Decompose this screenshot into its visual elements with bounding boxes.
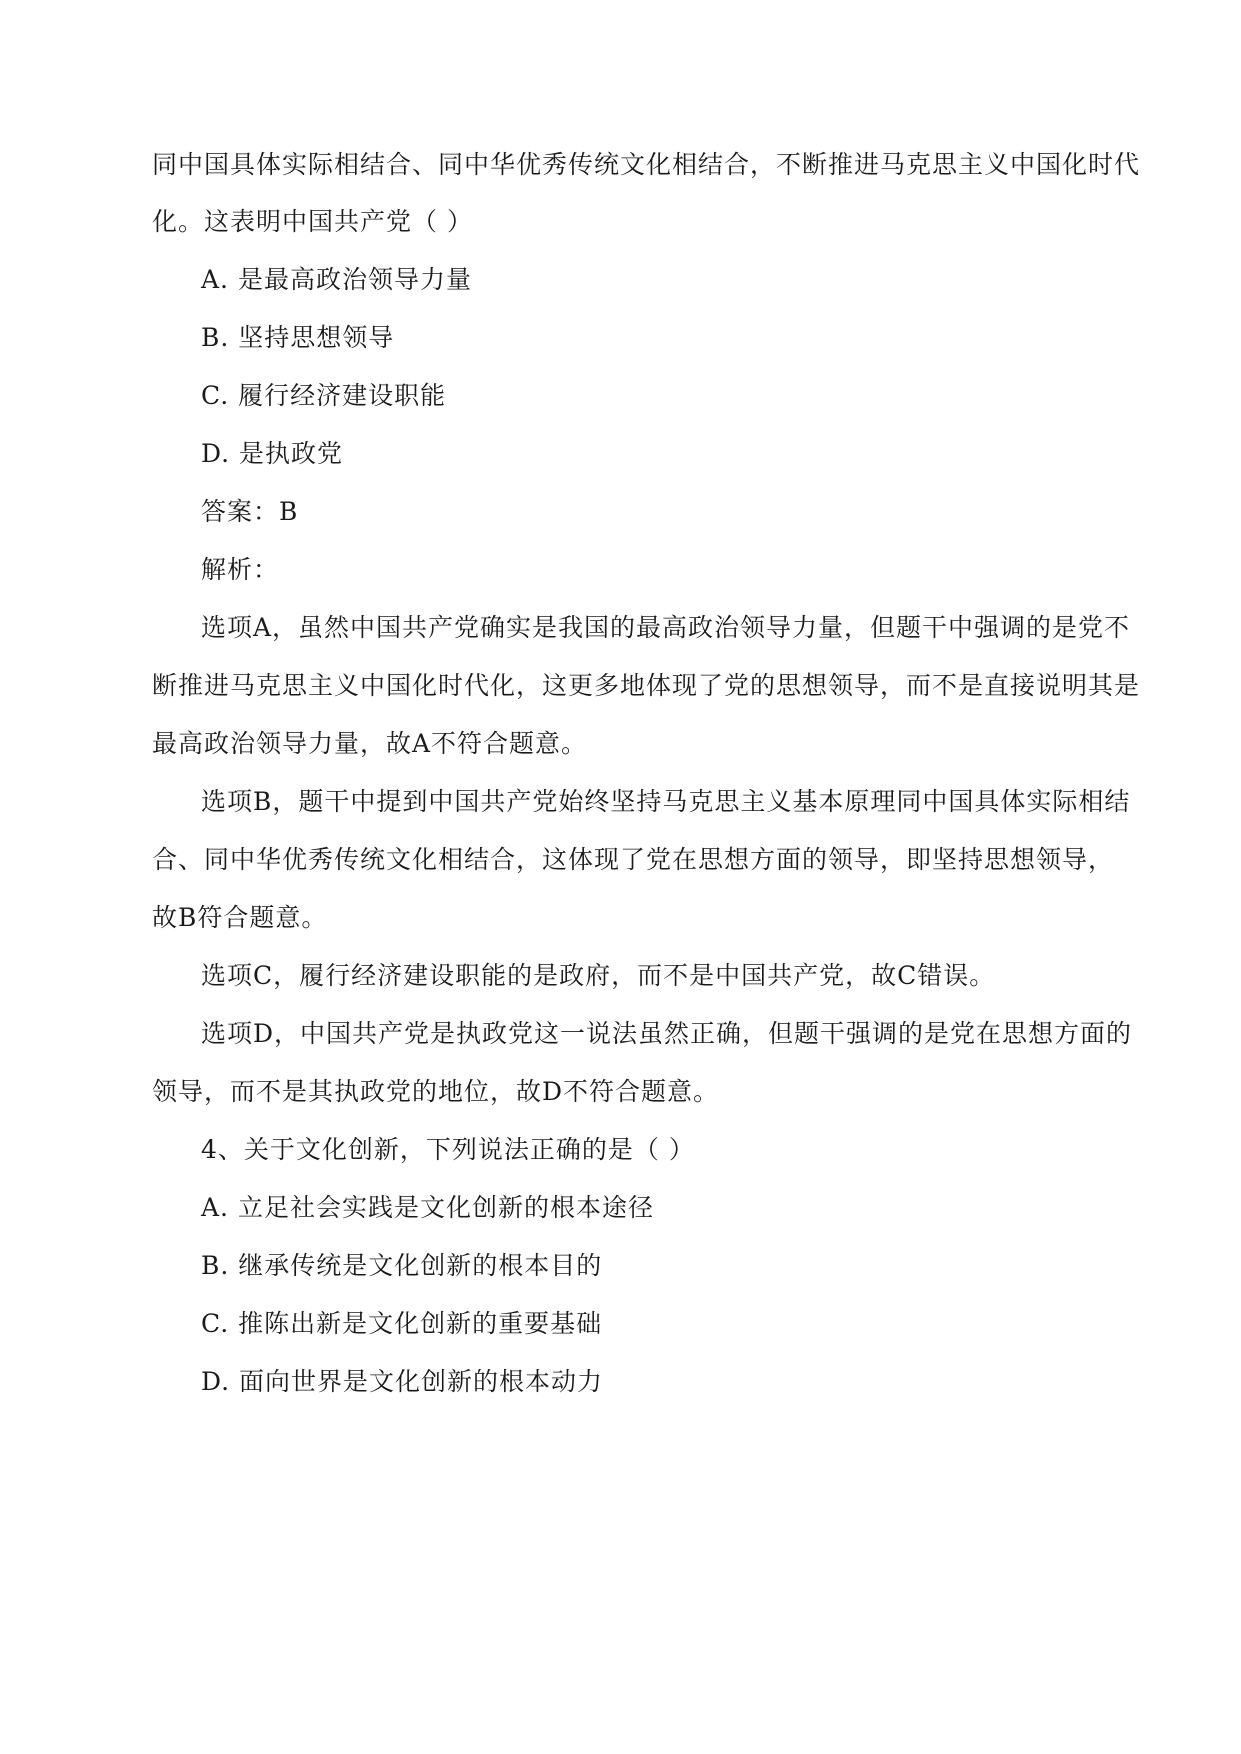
option-c: C. 履行经济建设职能 — [201, 381, 447, 410]
analysis-a-line: 最高政治领导力量，故A不符合题意。 — [152, 729, 588, 758]
analysis-b-line: 故B符合题意。 — [152, 903, 328, 932]
analysis-d-line: 选项D，中国共产党是执政党这一说法虽然正确，但题干强调的是党在思想方面的 — [201, 1019, 1133, 1048]
option-d: D. 是执政党 — [201, 439, 344, 468]
analysis-c-line: 选项C，履行经济建设职能的是政府，而不是中国共产党，故C错误。 — [201, 961, 996, 990]
analysis-a-line: 选项A，虽然中国共产党确实是我国的最高政治领导力量，但题干中强调的是党不 — [201, 613, 1131, 642]
option-b: B. 坚持思想领导 — [201, 323, 395, 352]
analysis-a-line: 断推进马克思主义中国化时代化，这更多地体现了党的思想领导，而不是直接说明其是 — [152, 671, 1141, 700]
option-a: A. 立足社会实践是文化创新的根本途径 — [201, 1193, 654, 1222]
analysis-b-line: 合、同中华优秀传统文化相结合，这体现了党在思想方面的领导，即坚持思想领导， — [152, 845, 1115, 874]
option-b: B. 继承传统是文化创新的根本目的 — [201, 1251, 603, 1280]
option-a: A. 是最高政治领导力量 — [201, 265, 472, 294]
question-stem-line: 化。这表明中国共产党（ ） — [152, 207, 473, 236]
analysis-d-line: 领导，而不是其执政党的地位，故D不符合题意。 — [152, 1077, 720, 1106]
answer-line: 答案：B — [201, 497, 299, 526]
analysis-label: 解析： — [201, 555, 280, 584]
question-4-stem: 4、关于文化创新，下列说法正确的是（ ） — [201, 1135, 695, 1164]
option-d: D. 面向世界是文化创新的根本动力 — [201, 1367, 604, 1396]
question-stem-line: 同中国具体实际相结合、同中华优秀传统文化相结合，不断推进马克思主义中国化时代 — [152, 150, 1141, 179]
option-c: C. 推陈出新是文化创新的重要基础 — [201, 1309, 603, 1338]
analysis-b-line: 选项B，题干中提到中国共产党始终坚持马克思主义基本原理同中国具体实际相结 — [201, 787, 1131, 816]
